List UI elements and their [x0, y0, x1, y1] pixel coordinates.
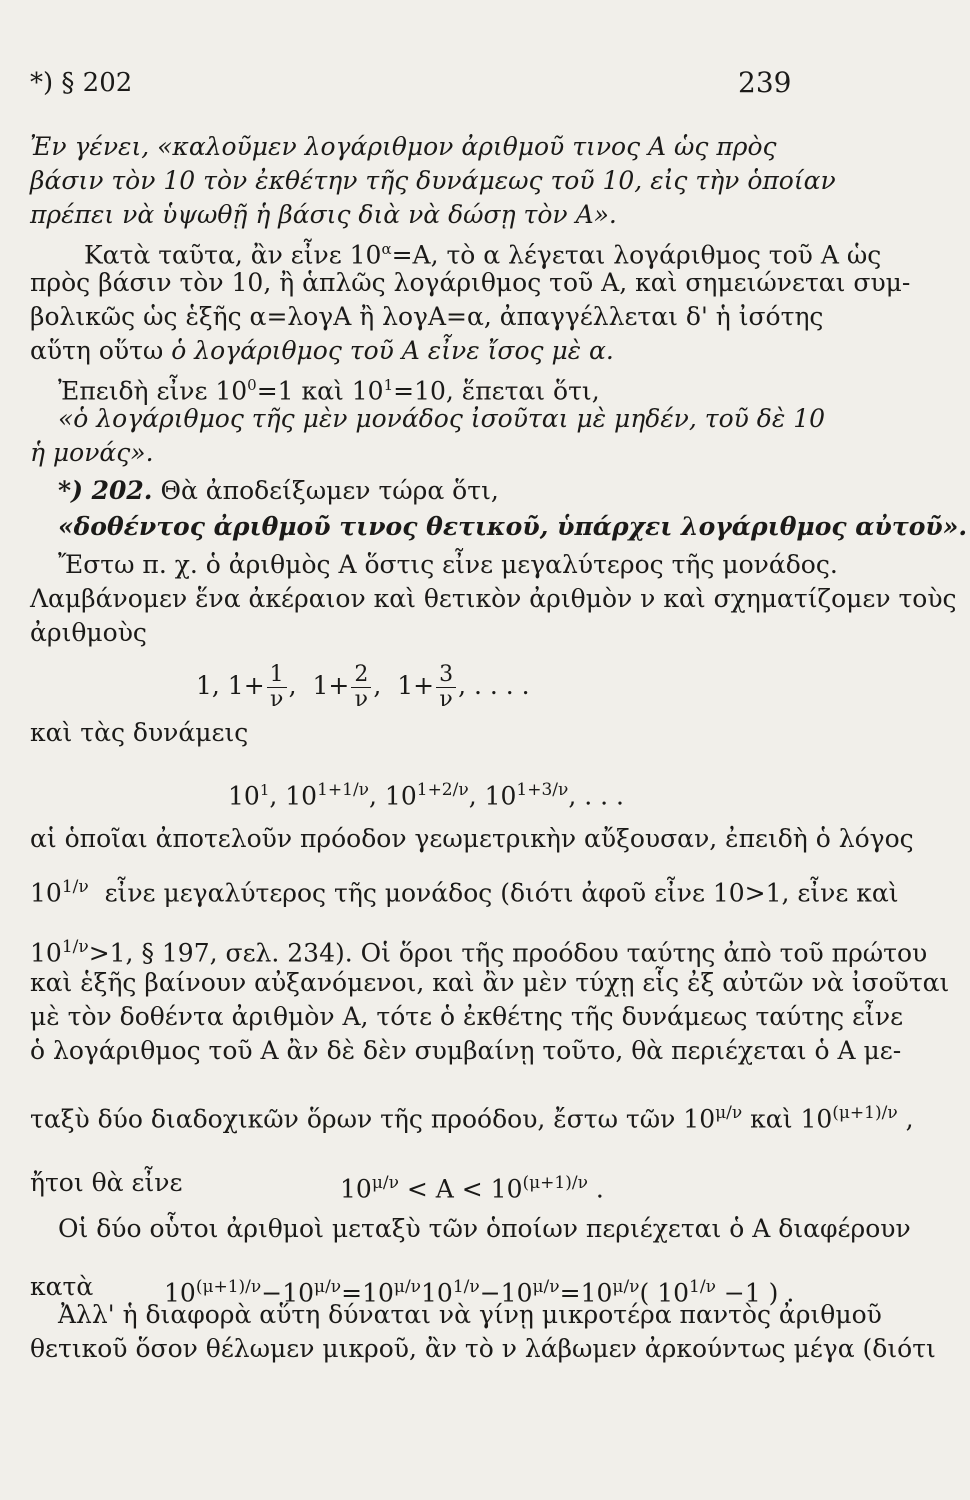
text-line: ταξὺ δύο διαδοχικῶν ὅρων τῆς προόδου, ἔστω τῶν $10^{\mu/\nu}$ καὶ $10^{(\mu+1)/\nu}$ ,: [30, 1103, 914, 1134]
text-line: ἤτοι θὰ εἶνε: [30, 1168, 183, 1197]
footnote-reference: *) § 202: [30, 68, 133, 98]
text-line: ἀριθμοὺς: [30, 618, 147, 647]
page-number: 239: [738, 66, 792, 99]
formula-difference: $10^{(\mu+1)/\nu}-10^{\mu/\nu}=10^{\mu/\nu}10^{1/\nu}-10^{\mu/\nu}=10^{\mu/\nu}$( $10^{1/\nu} -1$ ) .: [164, 1277, 795, 1308]
text-line: Ἐπειδὴ εἶνε $10^0=1$ καὶ $10^1=10$, ἕπεται ὅτι,: [58, 376, 600, 406]
text-line: Λαμβάνομεν ἕνα ἀκέραιον καὶ θετικὸν ἀριθμὸν ν καὶ σχηματίζομεν τοὺς: [30, 584, 957, 613]
text-line: Οἱ δύο οὗτοι ἀριθμοὶ μεταξὺ τῶν ὁποίων περιέχεται ὁ Α διαφέρουν: [58, 1214, 911, 1243]
text-line: πρέπει νὰ ὑψωθῇ ἡ βάσις διὰ νὰ δώσῃ τὸν Α».: [30, 200, 617, 229]
text-line: $10^{1/\nu}$ εἶνε μεγαλύτερος τῆς μονάδος (διότι ἀφοῦ εἶνε 10>1, εἶνε καὶ: [30, 877, 899, 908]
formula-sequence: 1, 1+ $\frac{1}{\nu}$ , 1+ $\frac{2}{\nu}$ , 1+ $\frac{3}{\nu}$ , . . . .: [196, 662, 530, 712]
text-line: «ὁ λογάριθμος τῆς μὲν μονάδος ἰσοῦται μὲ μηδέν, τοῦ δὲ 10: [58, 404, 826, 433]
text-line: βολικῶς ὡς ἑξῆς α=λογΑ ἢ λογΑ=α, ἀπαγγέλλεται δ' ἡ ἰσότης: [30, 302, 824, 331]
formula-bracket: $10^{\mu/\nu} < A < 10^{(\mu+1)/\nu}$ .: [340, 1173, 604, 1204]
text-line: αὕτη οὕτω ὁ λογάριθμος τοῦ Α εἶνε ἴσος μὲ α.: [30, 336, 614, 365]
text-line: πρὸς βάσιν τὸν 10, ἢ ἁπλῶς λογάριθμος τοῦ Α, καὶ σημειώνεται συμ-: [30, 268, 911, 297]
formula-powers: $10^1$, $10^{1+1/\nu}$, $10^{1+2/\nu}$, $10^{1+3/\nu}$, . . .: [228, 780, 625, 811]
text-line: Κατὰ ταῦτα, ἂν εἶνε $10^\alpha=A$, τὸ α λέγεται λογάριθμος τοῦ Α ὡς: [84, 240, 882, 270]
text-line: καὶ τὰς δυνάμεις: [30, 718, 249, 747]
text-line: «δοθέντος ἀριθμοῦ τινος θετικοῦ, ὑπάρχει λογάριθμος αὐτοῦ».: [58, 512, 968, 541]
text-line: ἡ μονάς».: [30, 438, 154, 467]
text-line: $10^{1/\nu}>1$, § 197, σελ. 234). Οἱ ὅροι τῆς προόδου ταύτης ἀπὸ τοῦ πρώτου: [30, 937, 928, 968]
section-number: *) 202.: [58, 476, 153, 505]
text-line: Ἐν γένει, «καλοῦμεν λογάριθμον ἀριθμοῦ τινος Α ὡς πρὸς: [30, 132, 777, 161]
text-line: Ἀλλ' ἡ διαφορὰ αὕτη δύναται νὰ γίνῃ μικροτέρα παντὸς ἀριθμοῦ: [58, 1300, 882, 1329]
text-line: μὲ τὸν δοθέντα ἀριθμὸν Α, τότε ὁ ἐκθέτης τῆς δυνάμεως ταύτης εἶνε: [30, 1002, 904, 1031]
text-line: βάσιν τὸν 10 τὸν ἐκθέτην τῆς δυνάμεως τοῦ 10, εἰς τὴν ὁποίαν: [30, 166, 836, 195]
text-line: *) 202. Θὰ ἀποδείξωμεν τώρα ὅτι,: [58, 476, 499, 505]
text-line: ὁ λογάριθμος τοῦ Α ἂν δὲ δὲν συμβαίνῃ τοῦτο, θὰ περιέχεται ὁ Α με-: [30, 1036, 902, 1065]
text-line: θετικοῦ ὅσον θέλωμεν μικροῦ, ἂν τὸ ν λάβωμεν ἀρκούντως μέγα (διότι: [30, 1334, 936, 1363]
text-line: κατὰ: [30, 1272, 94, 1301]
text-line: Ἔστω π. χ. ὁ ἀριθμὸς Α ὅστις εἶνε μεγαλύτερος τῆς μονάδος.: [58, 550, 838, 579]
text-line: καὶ ἑξῆς βαίνουν αὐξανόμενοι, καὶ ἂν μὲν τύχῃ εἷς ἐξ αὐτῶν νὰ ἰσοῦται: [30, 968, 950, 997]
text-line: αἱ ὁποῖαι ἀποτελοῦν πρόοδον γεωμετρικὴν αὔξουσαν, ἐπειδὴ ὁ λόγος: [30, 824, 914, 853]
